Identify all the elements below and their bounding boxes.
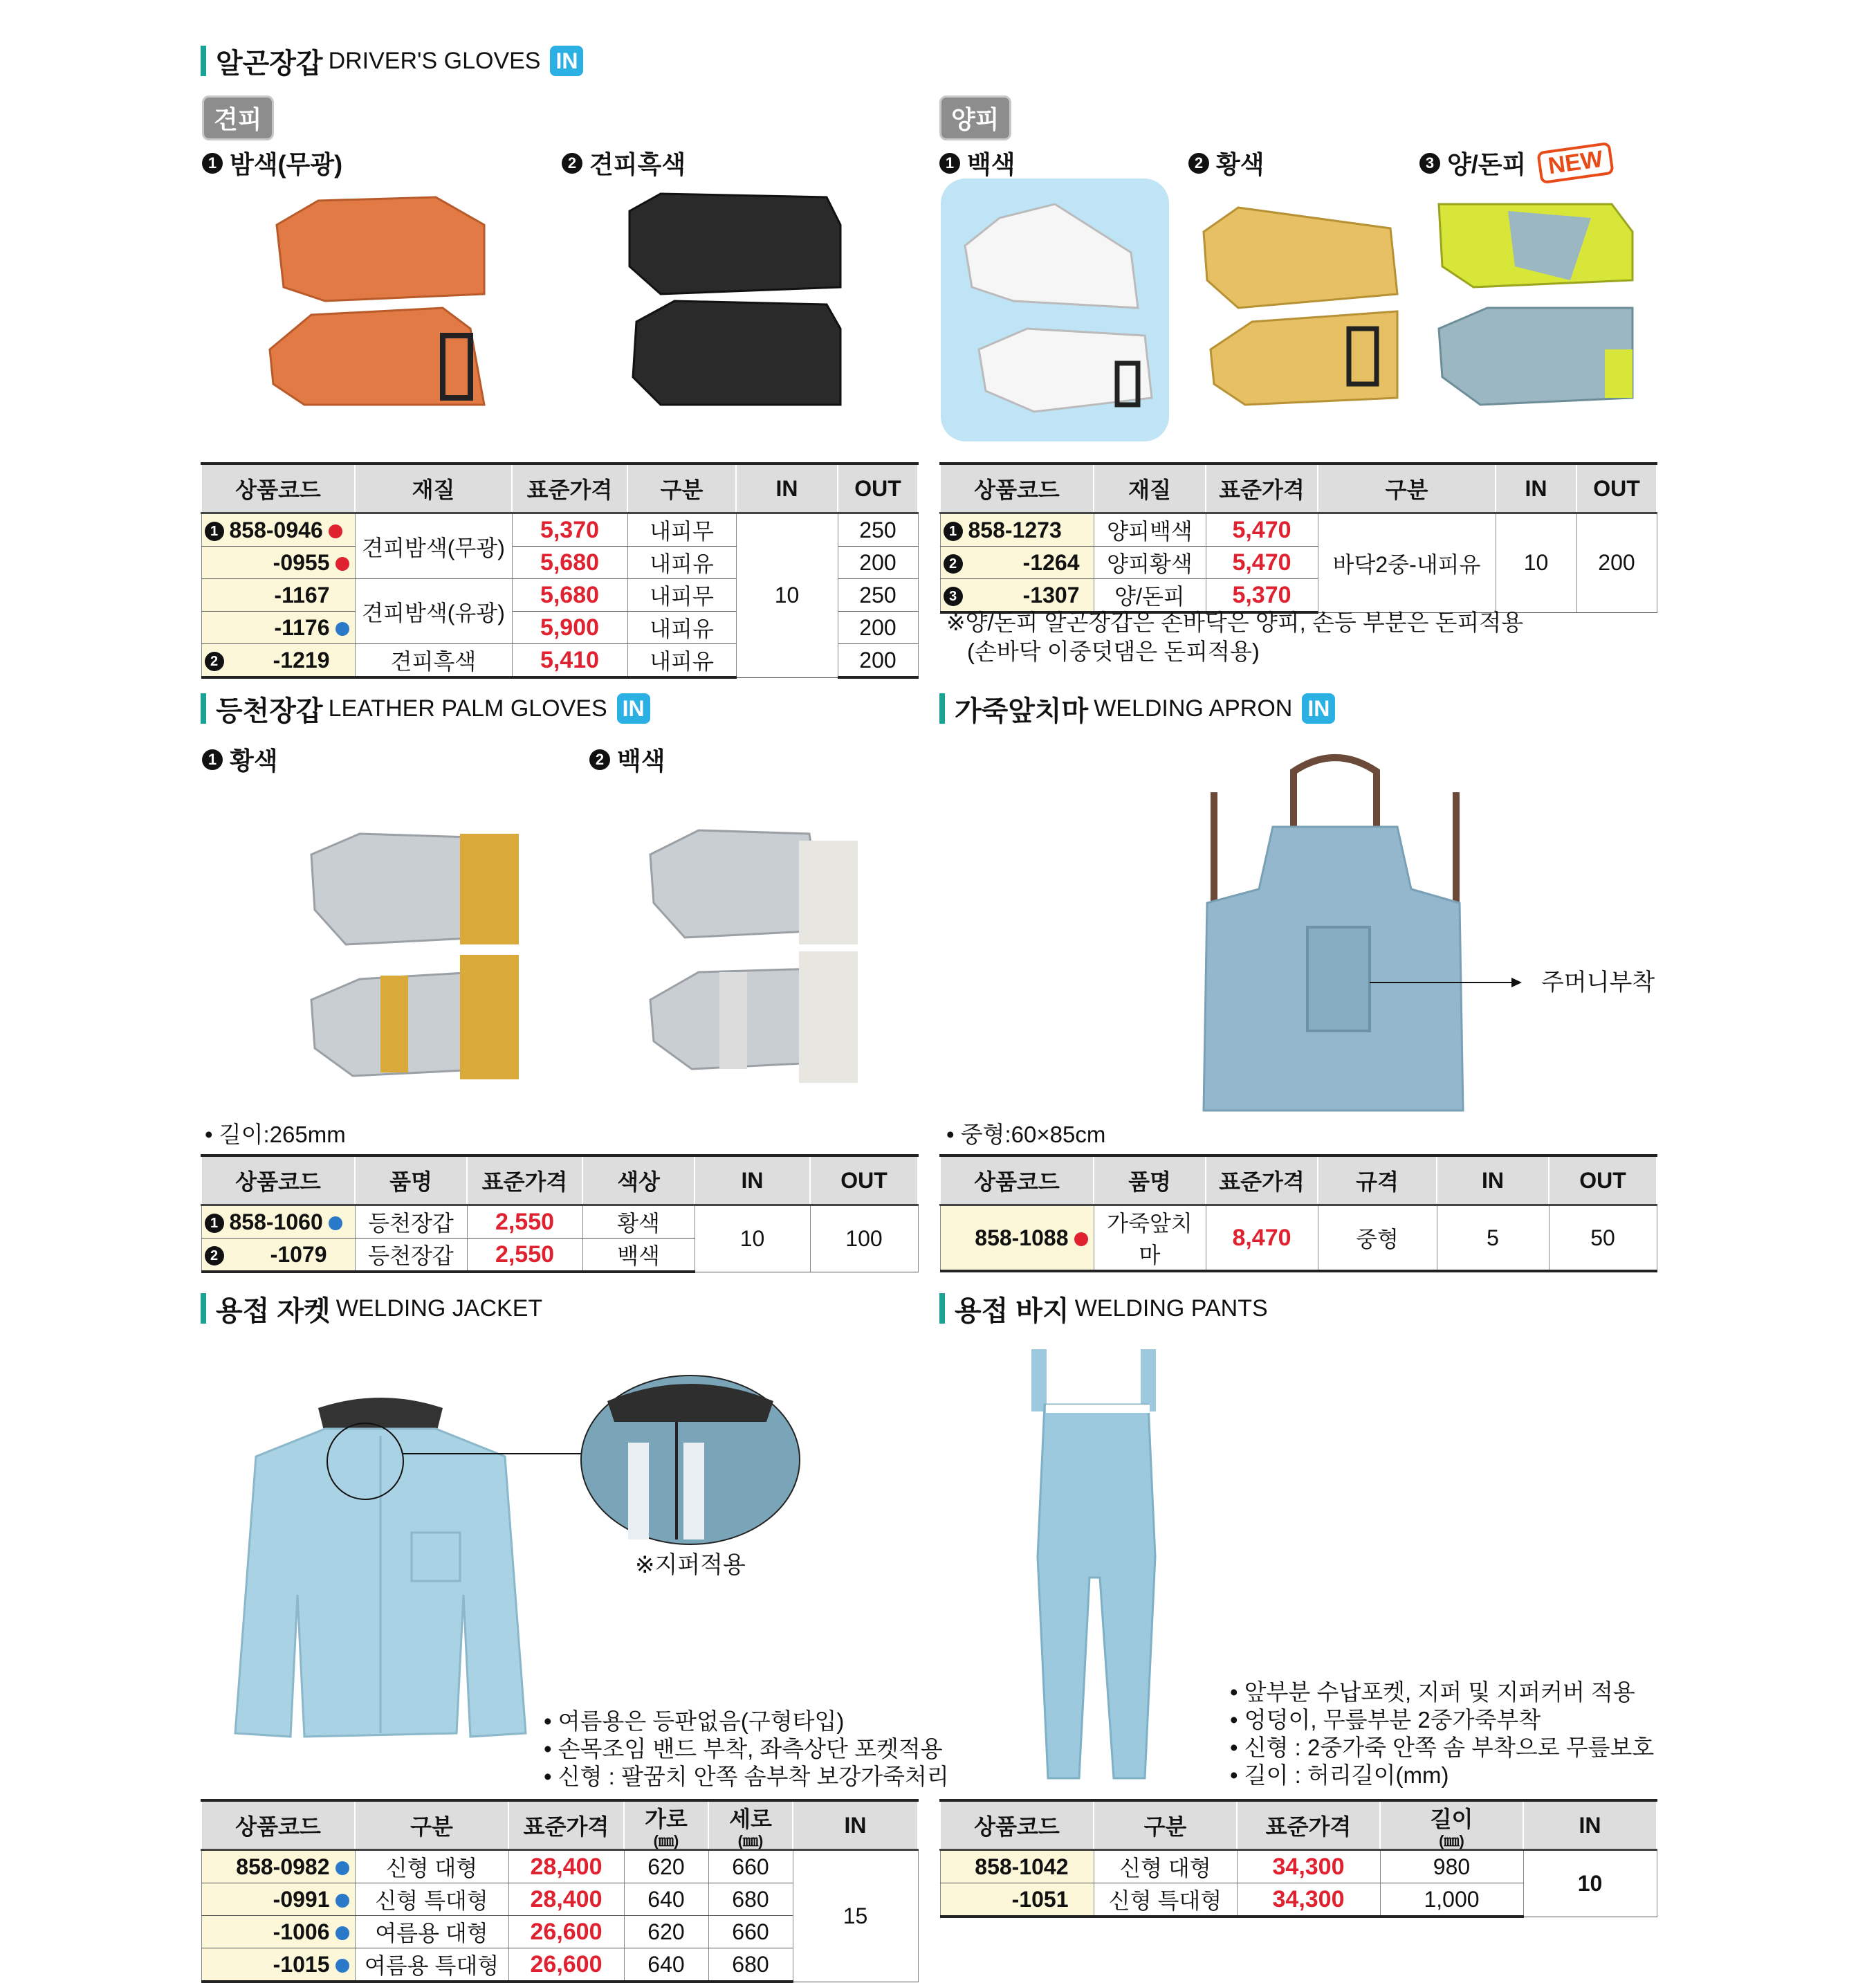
in-cell: 10 xyxy=(1523,1850,1657,1917)
out-cell: 50 xyxy=(1549,1205,1657,1272)
col-header: 상품코드 xyxy=(201,1800,355,1850)
division-cell: 내피유 xyxy=(627,644,736,678)
price-cell: 5,410 xyxy=(512,644,627,678)
blue-dot-icon xyxy=(335,1861,349,1875)
col-header: IN xyxy=(695,1155,810,1205)
unit-label: (㎜) xyxy=(653,1832,679,1849)
number-badge: 2 xyxy=(205,1246,224,1265)
blue-dot-icon xyxy=(335,622,349,636)
division-cell: 신형 대형 xyxy=(1094,1850,1237,1883)
col-header: OUT xyxy=(838,464,918,513)
col-header: 구분 xyxy=(1094,1800,1237,1850)
in-badge: IN xyxy=(617,693,650,724)
col-header: 표준가격 xyxy=(1206,1155,1318,1205)
variant-label: 양/돈피 xyxy=(1447,150,1527,179)
glove-sheep-pig-image xyxy=(1432,190,1639,419)
col-header-text: 세로 xyxy=(729,1807,772,1831)
division-cell: 신형 특대형 xyxy=(355,1883,508,1916)
zipper-callout-line xyxy=(403,1450,582,1457)
code-text: 858-1088 xyxy=(975,1225,1069,1250)
price-cell: 8,470 xyxy=(1206,1205,1318,1272)
pocket-arrow-icon xyxy=(1370,976,1522,989)
out-cell: 250 xyxy=(838,513,918,547)
jacket-bullet: • 신형 : 팔꿈치 안쪽 솜부착 보강가죽처리 xyxy=(544,1764,949,1789)
price-cell: 5,370 xyxy=(1206,579,1318,613)
price-cell: 2,550 xyxy=(467,1239,582,1272)
col-header: OUT xyxy=(1576,464,1657,513)
pill-dog-leather: 견피 xyxy=(202,95,274,140)
col-header: 표준가격 xyxy=(467,1155,582,1205)
product-code xyxy=(201,1948,355,1982)
glove-black-image xyxy=(619,183,847,412)
number-badge: 1 xyxy=(944,522,963,541)
in-badge: IN xyxy=(1302,693,1335,724)
unit-label: (㎜) xyxy=(1439,1832,1464,1849)
col-header xyxy=(708,1800,793,1850)
driver-note-2: (손바닥 이중덧댐은 돈피적용) xyxy=(967,639,1260,664)
number-badge: 1 xyxy=(202,153,223,174)
division-cell: 여름용 대형 xyxy=(355,1916,508,1948)
driver-table-left xyxy=(201,462,919,679)
col-header: 품명 xyxy=(355,1155,467,1205)
division-cell: 바닥2중-내피유 xyxy=(1318,513,1496,613)
palm-gloves-title xyxy=(201,691,650,727)
title-en: WELDING JACKET xyxy=(335,1295,543,1322)
col-header: 표준가격 xyxy=(512,464,627,513)
in-badge: IN xyxy=(550,46,583,76)
price-cell: 5,680 xyxy=(512,579,627,612)
material-cell: 양피황색 xyxy=(1094,547,1206,579)
price-cell: 5,470 xyxy=(1206,513,1318,547)
title-ko: 가죽앞치마 xyxy=(955,695,1089,727)
spec-cell: 중형 xyxy=(1318,1205,1437,1272)
variant-palm-yellow xyxy=(202,742,278,777)
col-header: 품명 xyxy=(1094,1155,1206,1205)
length-cell: 1,000 xyxy=(1380,1883,1523,1917)
number-badge: 2 xyxy=(205,652,224,671)
price-cell: 2,550 xyxy=(467,1205,582,1239)
title-bar xyxy=(939,1293,945,1324)
code-text: -1006 xyxy=(273,1919,330,1944)
price-cell: 26,600 xyxy=(508,1916,624,1948)
price-cell: 34,300 xyxy=(1237,1850,1380,1883)
out-cell: 250 xyxy=(838,579,918,612)
division-cell: 내피무 xyxy=(627,579,736,612)
height-cell: 680 xyxy=(708,1948,793,1982)
driver-gloves-title xyxy=(201,43,583,79)
code-text: -1176 xyxy=(274,614,330,640)
col-header-text: 가로 xyxy=(645,1807,688,1831)
col-header: 재질 xyxy=(355,464,512,513)
new-badge: NEW xyxy=(1537,142,1615,184)
col-header: IN xyxy=(793,1800,918,1850)
col-header: IN xyxy=(736,464,838,513)
product-code xyxy=(201,1916,355,1948)
price-cell: 5,900 xyxy=(512,612,627,644)
product-code xyxy=(940,1205,1094,1272)
number-badge: 3 xyxy=(1419,153,1440,174)
width-cell: 620 xyxy=(624,1850,708,1883)
red-dot-icon xyxy=(1074,1232,1088,1246)
division-cell: 여름용 특대형 xyxy=(355,1948,508,1982)
zipper-note: ※지퍼적용 xyxy=(635,1552,746,1578)
number-badge: 1 xyxy=(205,522,224,541)
title-ko: 용접 자켓 xyxy=(216,1295,331,1326)
palm-glove-white-image xyxy=(643,820,865,1097)
variant-label: 밤색(무광) xyxy=(230,150,343,179)
material-cell: 양피백색 xyxy=(1094,513,1206,547)
title-en: LEATHER PALM GLOVES xyxy=(328,695,607,722)
material-cell: 견피밤색(유광) xyxy=(355,579,512,644)
variant-white xyxy=(939,145,1015,181)
blue-dot-icon xyxy=(329,1216,342,1230)
out-cell: 200 xyxy=(838,644,918,678)
width-cell: 640 xyxy=(624,1883,708,1916)
title-ko: 용접 바지 xyxy=(955,1295,1069,1326)
in-cell: 5 xyxy=(1437,1205,1549,1272)
apron-image xyxy=(1204,751,1466,1117)
price-cell: 34,300 xyxy=(1237,1883,1380,1917)
col-header: IN xyxy=(1437,1155,1549,1205)
price-cell: 28,400 xyxy=(508,1850,624,1883)
out-cell: 200 xyxy=(838,612,918,644)
code-text: -0955 xyxy=(273,549,330,575)
width-cell: 620 xyxy=(624,1916,708,1948)
col-header: OUT xyxy=(810,1155,918,1205)
product-code xyxy=(201,644,355,678)
col-header: IN xyxy=(1523,1800,1657,1850)
driver-table-right xyxy=(939,462,1657,614)
product-code xyxy=(201,1850,355,1883)
product-code xyxy=(940,547,1094,579)
variant-label: 황색 xyxy=(1216,150,1265,179)
jacket-image xyxy=(228,1387,533,1747)
height-cell: 680 xyxy=(708,1883,793,1916)
material-cell: 견피밤색(무광) xyxy=(355,513,512,579)
out-cell: 100 xyxy=(810,1205,918,1272)
col-header: 표준가격 xyxy=(1206,464,1318,513)
number-badge: 1 xyxy=(202,749,223,770)
col-header: IN xyxy=(1496,464,1576,513)
price-cell: 5,370 xyxy=(512,513,627,547)
name-cell: 가죽앞치마 xyxy=(1094,1205,1206,1272)
apron-table xyxy=(939,1154,1657,1272)
product-code xyxy=(201,547,355,579)
col-header: 표준가격 xyxy=(508,1800,624,1850)
product-code xyxy=(201,513,355,547)
pants-title xyxy=(939,1290,1268,1326)
pocket-label: 주머니부착 xyxy=(1541,969,1655,996)
apron-title xyxy=(939,691,1335,727)
blue-dot-icon xyxy=(335,1894,349,1908)
col-header-text: 길이 xyxy=(1430,1807,1473,1831)
variant-palm-white xyxy=(589,742,665,777)
material-cell: 견피흑색 xyxy=(355,644,512,678)
variant-label: 백색 xyxy=(967,150,1015,179)
product-code xyxy=(940,513,1094,547)
zipper-detail-image xyxy=(580,1373,801,1546)
variant-label: 백색 xyxy=(617,747,665,775)
variant-yellow xyxy=(1188,145,1265,181)
division-cell: 내피유 xyxy=(627,547,736,579)
out-cell: 200 xyxy=(838,547,918,579)
jacket-bullet: • 여름용은 등판없음(구형타입) xyxy=(544,1708,845,1734)
product-code xyxy=(940,579,1094,613)
variant-black xyxy=(562,145,686,181)
col-header: 상품코드 xyxy=(201,464,355,513)
title-en: WELDING APRON xyxy=(1094,695,1293,722)
jacket-table xyxy=(201,1799,919,1983)
pants-table xyxy=(939,1799,1657,1918)
material-cell: 양/돈피 xyxy=(1094,579,1206,613)
title-bar xyxy=(201,46,206,76)
title-bar xyxy=(201,1293,206,1324)
color-cell: 백색 xyxy=(582,1239,695,1272)
number-badge: 1 xyxy=(939,153,960,174)
division-cell: 내피유 xyxy=(627,612,736,644)
number-badge: 2 xyxy=(944,554,963,574)
code-text: -1079 xyxy=(270,1241,327,1267)
pants-bullet: • 엉덩이, 무릎부분 2중가죽부착 xyxy=(1230,1707,1541,1733)
table-row xyxy=(940,1850,1657,1883)
table-row xyxy=(940,1205,1657,1272)
table-row xyxy=(201,1850,918,1883)
glove-yellow-image xyxy=(1197,190,1404,419)
pants-bullet: • 신형 : 2중가죽 안쪽 솜 부착으로 무릎보호 xyxy=(1230,1735,1655,1760)
code-text: -1264 xyxy=(1022,549,1080,575)
code-text: 858-1060 xyxy=(229,1209,323,1234)
col-header xyxy=(624,1800,708,1850)
palm-table xyxy=(201,1154,919,1273)
blue-dot-icon xyxy=(335,1959,349,1973)
jacket-title xyxy=(201,1290,542,1326)
product-code xyxy=(201,1205,355,1239)
number-badge: 3 xyxy=(944,587,963,606)
col-header: 상품코드 xyxy=(940,1800,1094,1850)
col-header: 규격 xyxy=(1318,1155,1437,1205)
pants-bullet: • 길이 : 허리길이(mm) xyxy=(1230,1762,1449,1788)
palm-length-note: • 길이:265mm xyxy=(205,1122,346,1147)
col-header: 구분 xyxy=(627,464,736,513)
in-cell: 15 xyxy=(793,1850,918,1982)
code-text: -1015 xyxy=(273,1951,330,1977)
price-cell: 26,600 xyxy=(508,1948,624,1982)
col-header: 상품코드 xyxy=(201,1155,355,1205)
variant-label: 황색 xyxy=(230,747,278,775)
col-header: 구분 xyxy=(1318,464,1496,513)
price-cell: 28,400 xyxy=(508,1883,624,1916)
glove-white-image xyxy=(951,190,1159,426)
variant-sheep-pig xyxy=(1419,145,1613,181)
variant-brown xyxy=(202,145,342,181)
product-code: 858-1042 xyxy=(940,1850,1094,1883)
product-code: -1051 xyxy=(940,1883,1094,1917)
name-cell: 등천장갑 xyxy=(355,1205,467,1239)
variant-label: 견피흑색 xyxy=(589,150,686,179)
pants-bullet: • 앞부분 수납포켓, 지퍼 및 지퍼커버 적용 xyxy=(1230,1679,1635,1705)
col-header: 표준가격 xyxy=(1237,1800,1380,1850)
code-text: 858-1273 xyxy=(968,517,1062,542)
table-row xyxy=(201,1205,918,1239)
number-badge: 1 xyxy=(205,1214,224,1233)
pants-image xyxy=(1031,1349,1162,1792)
col-header: OUT xyxy=(1549,1155,1657,1205)
col-header xyxy=(1380,1800,1523,1850)
in-cell: 10 xyxy=(1496,513,1576,613)
price-cell: 5,470 xyxy=(1206,547,1318,579)
code-text: -1219 xyxy=(273,647,330,673)
col-header: 상품코드 xyxy=(940,1155,1094,1205)
division-cell: 신형 특대형 xyxy=(1094,1883,1237,1917)
length-cell: 980 xyxy=(1380,1850,1523,1883)
width-cell: 640 xyxy=(624,1948,708,1982)
out-cell: 200 xyxy=(1576,513,1657,613)
height-cell: 660 xyxy=(708,1916,793,1948)
title-bar xyxy=(939,693,945,724)
name-cell: 등천장갑 xyxy=(355,1239,467,1272)
code-text: -0991 xyxy=(273,1886,330,1912)
product-code xyxy=(201,1239,355,1272)
title-ko: 등천장갑 xyxy=(216,695,323,727)
title-en: DRIVER'S GLOVES xyxy=(328,47,541,74)
code-text: -1307 xyxy=(1022,582,1080,607)
title-bar xyxy=(201,693,206,724)
color-cell: 황색 xyxy=(582,1205,695,1239)
division-cell: 내피무 xyxy=(627,513,736,547)
code-text: 858-0946 xyxy=(229,517,323,542)
red-dot-icon xyxy=(335,557,349,571)
in-cell: 10 xyxy=(736,513,838,678)
glove-brown-image xyxy=(263,183,491,412)
product-code xyxy=(201,1883,355,1916)
product-code xyxy=(201,612,355,644)
unit-label: (㎜) xyxy=(737,1832,764,1849)
red-dot-icon xyxy=(329,524,342,538)
driver-note-1: ※양/돈피 알곤장갑은 손바닥은 양피, 손등 부분은 돈피적용 xyxy=(946,610,1524,635)
table-row xyxy=(201,513,918,547)
palm-glove-yellow-image xyxy=(304,827,526,1104)
number-badge: 2 xyxy=(1188,153,1209,174)
division-cell: 신형 대형 xyxy=(355,1850,508,1883)
code-text: 858-0982 xyxy=(236,1854,330,1879)
product-code: -1167 xyxy=(201,579,355,612)
height-cell: 660 xyxy=(708,1850,793,1883)
in-cell: 10 xyxy=(695,1205,810,1272)
table-row xyxy=(940,513,1657,547)
col-header: 구분 xyxy=(355,1800,508,1850)
number-badge: 2 xyxy=(589,749,610,770)
title-en: WELDING PANTS xyxy=(1074,1295,1268,1322)
jacket-bullet: • 손목조임 밴드 부착, 좌측상단 포켓적용 xyxy=(544,1736,943,1762)
pill-sheep-leather: 양피 xyxy=(939,95,1011,140)
price-cell: 5,680 xyxy=(512,547,627,579)
number-badge: 2 xyxy=(562,153,582,174)
col-header: 재질 xyxy=(1094,464,1206,513)
apron-size-note: • 중형:60×85cm xyxy=(946,1122,1106,1147)
col-header: 색상 xyxy=(582,1155,695,1205)
title-ko: 알곤장갑 xyxy=(216,48,323,79)
col-header: 상품코드 xyxy=(940,464,1094,513)
blue-dot-icon xyxy=(335,1926,349,1940)
